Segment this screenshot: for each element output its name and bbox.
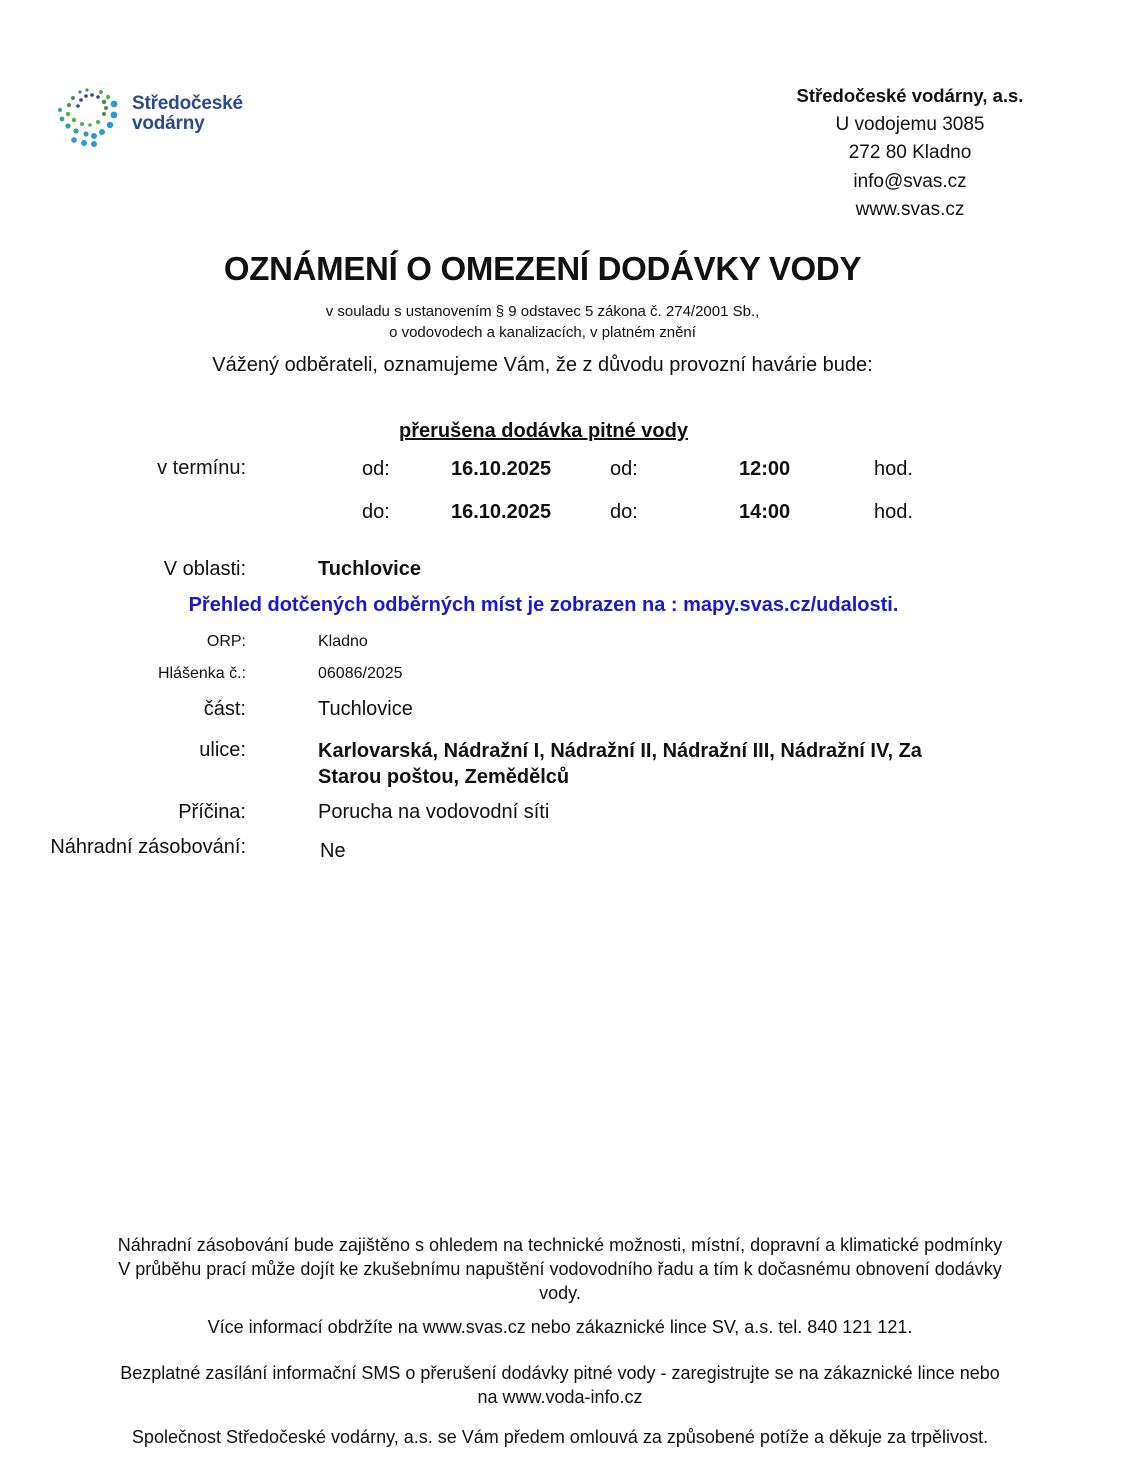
company-name: Středočeské vodárny, a.s.	[796, 85, 1024, 106]
company-website[interactable]: www.svas.cz	[855, 199, 965, 220]
area-label: V oblasti:	[163, 558, 246, 580]
to-time-prefix: do:	[610, 501, 638, 523]
from-time-prefix: od:	[610, 458, 638, 480]
part-label: část:	[203, 698, 246, 720]
water-drops-logo-icon	[56, 88, 128, 152]
area-value: Tuchlovice	[318, 558, 421, 580]
footer-p3-line2: na www.voda-info.cz	[477, 1387, 643, 1407]
from-time: 12:00	[739, 458, 791, 480]
report-value: 06086/2025	[318, 665, 403, 682]
outage-headline: přerušena dodávka pitné vody	[399, 420, 688, 442]
streets-line2: Starou poštou, Zemědělců	[318, 766, 570, 788]
footer-apology: Společnost Středočeské vodárny, a.s. se Vám předem omlouvá za způsobené potíže a děkuje za trpělivost.	[131, 1427, 989, 1447]
company-city: 272 80 Kladno	[848, 142, 972, 163]
logo-text-line1: Středočeské	[132, 93, 243, 114]
cause-value: Porucha na vodovodní síti	[318, 801, 550, 823]
footer-backup-info	[20, 1233, 1100, 1305]
company-logo	[56, 88, 266, 152]
part-value: Tuchlovice	[318, 698, 413, 720]
greeting: Vážený odběrateli, oznamujeme Vám, že z důvodu provozní havárie bude:	[212, 354, 873, 376]
to-unit: hod.	[874, 501, 913, 523]
logo-text-line2: vodárny	[132, 113, 205, 134]
streets-label: ulice:	[199, 739, 246, 761]
orp-value: Kladno	[318, 633, 368, 650]
to-time: 14:00	[739, 501, 791, 523]
company-street: U vodojemu 3085	[835, 113, 985, 135]
cause-label: Příčina:	[178, 801, 246, 823]
streets-line1: Karlovarská, Nádražní I, Nádražní II, Nádražní III, Nádražní IV, Za	[318, 740, 922, 762]
legal-reference	[0, 301, 1085, 343]
footer-p1-line2: V průběhu prací může dojít ke zkušebnímu napuštění vodovodního řadu a tím k dočasnému obnovení dodávky	[118, 1259, 1002, 1279]
legal-reference-line2: o vodovodech a kanalizacích, v platném znění	[389, 324, 696, 341]
term-label: v termínu:	[157, 457, 246, 479]
backup-supply-value: Ne	[320, 840, 346, 862]
from-date: 16.10.2025	[451, 458, 552, 480]
company-address	[760, 82, 1060, 225]
footer-sms-info	[20, 1361, 1100, 1409]
footer-p1-line3: vody.	[539, 1283, 581, 1303]
backup-supply-label: Náhradní zásobování:	[50, 836, 246, 858]
report-label: Hlášenka č.:	[157, 665, 246, 682]
legal-reference-line1: v souladu s ustanovením § 9 odstavec 5 zákona č. 274/2001 Sb.,	[325, 303, 760, 320]
streets-value	[318, 738, 922, 790]
from-prefix: od:	[362, 458, 390, 480]
from-unit: hod.	[874, 458, 913, 480]
to-prefix: do:	[362, 501, 390, 523]
to-date: 16.10.2025	[451, 501, 552, 523]
notice-title: OZNÁMENÍ O OMEZENÍ DODÁVKY VODY	[223, 250, 862, 287]
orp-label: ORP:	[206, 633, 246, 650]
affected-places-map-link[interactable]: Přehled dotčených odběrných míst je zobrazen na : mapy.svas.cz/udalosti.	[188, 594, 899, 616]
footer-p1-line1: Náhradní zásobování bude zajištěno s ohledem na technické možnosti, místní, dopravní a klimatické podmínky	[117, 1235, 1003, 1255]
footer-contact-info: Více informací obdržíte na www.svas.cz nebo zákaznické lince SV, a.s. tel. 840 121 121.	[207, 1317, 913, 1337]
footer-p3-line1: Bezplatné zasílání informační SMS o přerušení dodávky pitné vody - zaregistrujte se na zákaznické lince nebo	[120, 1363, 1000, 1383]
company-email[interactable]: info@svas.cz	[853, 170, 967, 192]
